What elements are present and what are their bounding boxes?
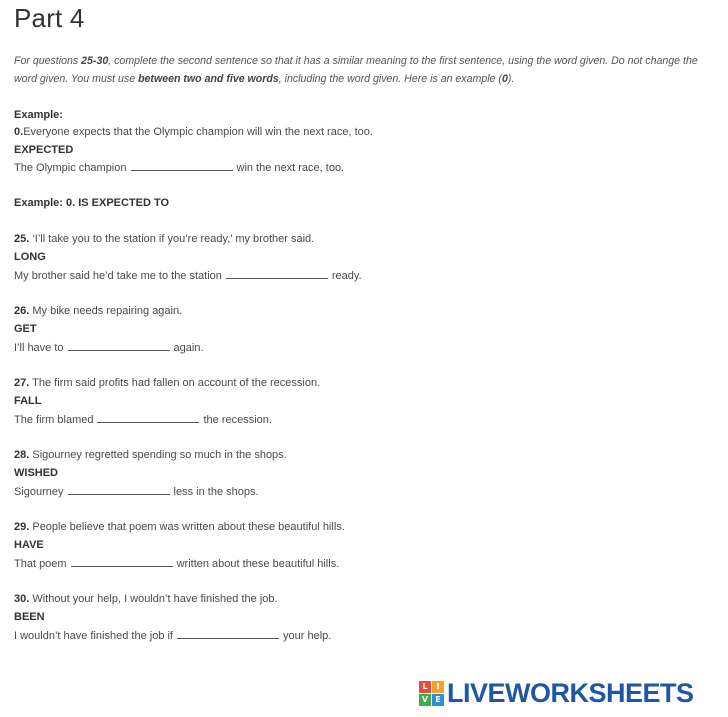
gap-before: I wouldn’t have finished the job if <box>14 630 173 642</box>
answer-blank[interactable] <box>177 628 279 639</box>
question-gap-sentence <box>14 628 331 643</box>
question-sentence <box>14 232 314 246</box>
gap-after: ready. <box>331 270 362 282</box>
example-number: 0. <box>14 126 24 138</box>
question-number: 28. <box>14 449 30 461</box>
instructions-text: ). <box>507 73 515 85</box>
liveworksheets-logo <box>419 678 694 708</box>
page-title: Part 4 <box>14 3 85 33</box>
question-gap-sentence <box>14 268 362 283</box>
logo-text: LIVEWORKSHEETS <box>447 677 694 708</box>
gap-before: The firm blamed <box>14 414 94 426</box>
question-keyword: HAVE <box>14 539 44 551</box>
example-gap-sentence <box>14 160 344 175</box>
gap-after: the recession. <box>203 414 272 426</box>
question-gap-sentence <box>14 556 339 571</box>
answer-blank[interactable] <box>68 484 170 495</box>
question-text: The firm said profits had fallen on account of the recession. <box>29 377 321 389</box>
example-heading: Example: <box>14 109 63 121</box>
question-gap-sentence <box>14 484 259 499</box>
logo-mark-icon <box>419 681 444 706</box>
question-text: My bike needs repairing again. <box>29 305 183 317</box>
question-keyword: LONG <box>14 251 46 263</box>
question-number: 30. <box>14 593 30 605</box>
question-text: Sigourney regretted spending so much in the shops. <box>29 449 287 461</box>
answer-blank[interactable] <box>71 556 173 567</box>
question-number: 27. <box>14 377 30 389</box>
question-text: Without your help, I wouldn’t have finished the job. <box>29 593 278 605</box>
word-limit: between two and five words <box>138 73 279 85</box>
example-answer: Example: 0. IS EXPECTED TO <box>14 197 170 209</box>
logo-cell: L <box>419 681 431 693</box>
answer-blank[interactable] <box>68 340 170 351</box>
question-keyword: BEEN <box>14 611 45 623</box>
example-before: The Olympic champion <box>14 162 127 174</box>
question-sentence <box>14 376 320 390</box>
question-range: 25-30 <box>81 55 109 67</box>
question-keyword: GET <box>14 323 37 335</box>
instructions-text: , including the word given. Here is an example ( <box>278 73 502 85</box>
question-gap-sentence <box>14 340 204 355</box>
gap-before: I’ll have to <box>14 342 64 354</box>
logo-cell: V <box>419 694 431 706</box>
logo-cell: E <box>432 694 444 706</box>
question-keyword: WISHED <box>14 467 58 479</box>
question-number: 25. <box>14 233 30 245</box>
question-sentence <box>14 520 345 534</box>
question-sentence <box>14 592 278 606</box>
gap-after: again. <box>173 342 204 354</box>
gap-after: less in the shops. <box>173 486 259 498</box>
question-keyword: FALL <box>14 395 42 407</box>
question-number: 26. <box>14 305 30 317</box>
example-text: Everyone expects that the Olympic champion will win the next race, too. <box>23 126 373 138</box>
example-ref: 0 <box>501 73 508 85</box>
gap-before: My brother said he’d take me to the station <box>14 270 222 282</box>
instructions-text: For questions <box>14 55 82 67</box>
question-sentence <box>14 448 287 462</box>
question-sentence <box>14 304 182 318</box>
example-keyword: EXPECTED <box>14 144 74 156</box>
instructions <box>14 52 714 88</box>
question-text: People believe that poem was written about these beautiful hills. <box>29 521 345 533</box>
instructions-text: , complete the second sentence so that it has a similar meaning to the first sentence, using the word given. Do not change the word given. You must use <box>14 55 698 85</box>
answer-blank[interactable] <box>97 412 199 423</box>
question-gap-sentence <box>14 412 272 427</box>
gap-before: That poem <box>14 558 67 570</box>
example-after: win the next race, too. <box>236 162 345 174</box>
example-sentence <box>14 125 373 139</box>
answer-blank[interactable] <box>226 268 328 279</box>
gap-after: your help. <box>283 630 332 642</box>
gap-before: Sigourney <box>14 486 64 498</box>
logo-cell: I <box>432 681 444 693</box>
example-blank <box>131 160 233 171</box>
question-number: 29. <box>14 521 30 533</box>
gap-after: written about these beautiful hills. <box>176 558 340 570</box>
question-text: ‘I’ll take you to the station if you’re ready,’ my brother said. <box>29 233 315 245</box>
